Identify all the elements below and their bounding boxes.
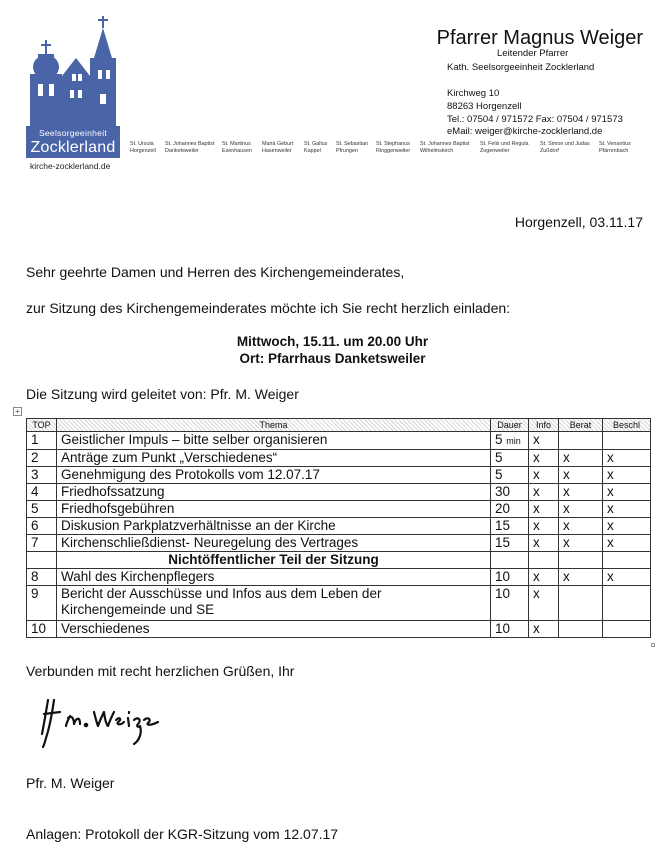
non-public-heading: Nichtöffentlicher Teil der Sitzung (57, 552, 491, 569)
table-row: 5 Friedhofsgebühren 20 x x x (27, 501, 651, 518)
col-header-top: TOP (27, 419, 57, 432)
table-row: 4 Friedhofssatzung 30 x x x (27, 484, 651, 501)
table-row: 7 Kirchenschließdienst- Neuregelung des Vertrages 15 x x x (27, 535, 651, 552)
parish-item: St. Felix und Regula Zogenweiler (480, 141, 529, 154)
parish-item: St. Johannes Baptist Wilhelmskirch (420, 141, 470, 154)
address-city: 88263 Horgenzell (447, 100, 522, 112)
col-header-beschl: Beschl (603, 419, 651, 432)
col-header-dauer: Dauer (491, 419, 529, 432)
table-header-row (27, 419, 651, 432)
signature (34, 690, 164, 750)
table-row: 8 Wahl des Kirchenpflegers 10 x x x (27, 569, 651, 586)
parish-item: St. Venantius Pfärrenbach (599, 141, 631, 154)
church-logo-icon (26, 14, 120, 126)
table-row: 3 Genehmigung des Protokolls vom 12.07.17 5 x x x (27, 467, 651, 484)
parish-item: St. Sebastian Pfrungen (336, 141, 369, 154)
closing-line: Verbunden mit recht herzlichen Grüßen, Ihr (26, 663, 295, 679)
table-row: 9 Bericht der Ausschüsse und Infos aus dem Leben der Kirchengemeinde und SE 10 x (27, 586, 651, 621)
agenda-table (26, 418, 651, 638)
salutation: Sehr geehrte Damen und Herren des Kirchengemeinderates, (26, 264, 405, 280)
table-row: 2 Anträge zum Punkt „Verschiedenes“ 5 x x x (27, 450, 651, 467)
parish-item: St. Johannes Baptist Danketsweiler (165, 141, 215, 154)
col-header-berat: Berat (559, 419, 603, 432)
address-email: eMail: weiger@kirche-zocklerland.de (447, 126, 603, 138)
col-header-info: Info (529, 419, 559, 432)
logo-banner (26, 126, 120, 158)
table-resize-handle[interactable] (651, 643, 655, 647)
separator-row (27, 552, 651, 569)
sender-role: Leitender Pfarrer (497, 48, 569, 59)
table-row: 6 Diskusion Parkplatzverhältnisse an der Kirche 15 x x x (27, 518, 651, 535)
table-row: 10 Verschiedenes 10 x (27, 621, 651, 638)
logo-line1: Seelsorgeeinheit (38, 128, 108, 138)
meeting-location: Ort: Pfarrhaus Danketsweiler (239, 351, 426, 366)
table-row: 1 Geistlicher Impuls – bitte selber organisieren 5 min x (27, 432, 651, 450)
parish-item: Mariä Geburt Hasenweiler (262, 141, 294, 154)
address-street: Kirchweg 10 (447, 88, 500, 99)
parish-item: St. Martinus Esenhausen (222, 141, 252, 154)
address-phone: Tel.: 07504 / 971572 Fax: 07504 / 971573 (447, 113, 623, 125)
attachments-line: Anlagen: Protokoll der KGR-Sitzung vom 12.07.17 (26, 826, 339, 842)
sender-address (447, 88, 623, 139)
sender-unit: Kath. Seelsorgeeinheit Zocklerland (447, 62, 595, 73)
invitation-text: zur Sitzung des Kirchengemeinderates möchte ich Sie recht herzlich einladen: (26, 300, 511, 316)
signer-name: Pfr. M. Weiger (26, 775, 115, 791)
parish-item: St. Simon und Judas Zußdorf (540, 141, 590, 154)
chair-line: Die Sitzung wird geleitet von: Pfr. M. Weiger (26, 386, 299, 402)
move-handle-icon[interactable]: + (13, 407, 22, 416)
sender-name: Pfarrer Magnus Weiger (436, 27, 643, 49)
logo-line2: Zocklerland (30, 139, 116, 156)
letter-date: Horgenzell, 03.11.17 (514, 214, 643, 230)
meeting-date: Mittwoch, 15.11. um 20.00 Uhr (236, 334, 429, 349)
parish-item: St. Stephanus Ringgenweiler (376, 141, 411, 154)
logo-url: kirche-zocklerland.de (30, 161, 111, 171)
parish-item: St. Ursula Horgenzell (130, 141, 156, 154)
col-header-thema: Thema (57, 419, 491, 432)
parish-item: St. Gallus Kappel (304, 141, 328, 154)
